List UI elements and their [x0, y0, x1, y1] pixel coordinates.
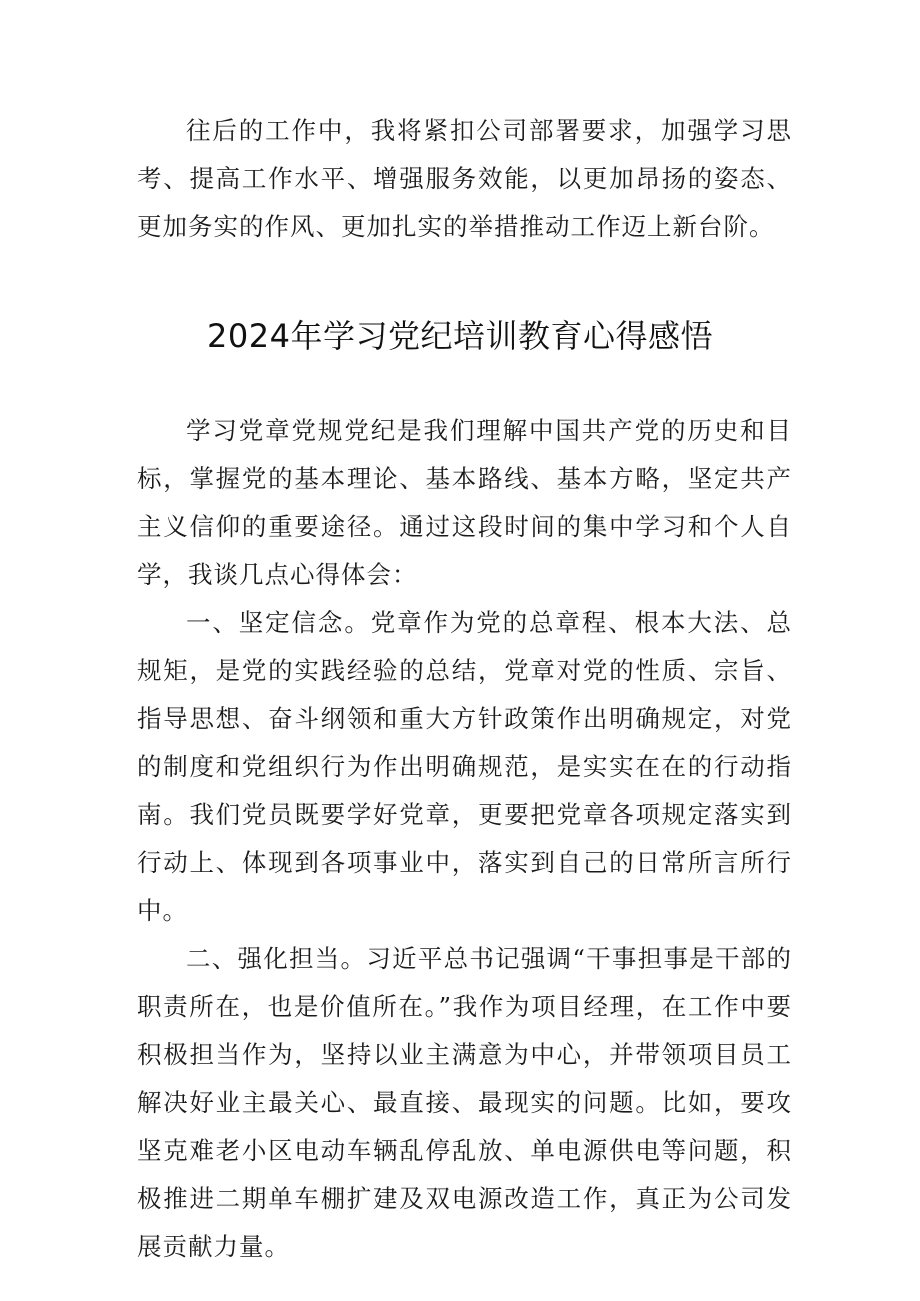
- article-title: 2024年学习党纪培训教育心得感悟: [207, 317, 713, 355]
- intro-section: [137, 107, 792, 251]
- body-paragraph-2: 一、坚定信念。党章作为党的总章程、根本大法、总规矩，是党的实践经验的总结，党章对党的性质、宗旨、指导思想、奋斗纲领和重大方针政策作出明确规定，对党的制度和党组织行为作出明确规范，是实实在在的行动指南。我们党员既要学好党章，更要把党章各项规定落实到行动上、体现到各项事业中，落实到自己的日常所言所行中。: [137, 608, 792, 925]
- body-paragraph-1: 学习党章党规党纪是我们理解中国共产党的历史和目标，掌握党的基本理论、基本路线、基本方略，坚定共产主义信仰的重要途径。通过这段时间的集中学习和个人自学，我谈几点心得体会：: [137, 416, 792, 589]
- intro-paragraph: 往后的工作中，我将紧扣公司部署要求，加强学习思考、提高工作水平、增强服务效能，以更加昂扬的姿态、更加务实的作风、更加扎实的举措推动工作迈上新台阶。: [137, 116, 792, 241]
- article-body: [137, 407, 792, 1271]
- body-paragraph-3: 二、强化担当。习近平总书记强调“干事担事是干部的职责所在，也是价值所在。”我作为项目经理，在工作中要积极担当作为，坚持以业主满意为中心，并带领项目员工解决好业主最关心、最直接、最现实的问题。比如，要攻坚克难老小区电动车辆乱停乱放、单电源供电等问题，积极推进二期单车棚扩建及双电源改造工作，真正为公司发展贡献力量。: [137, 944, 792, 1261]
